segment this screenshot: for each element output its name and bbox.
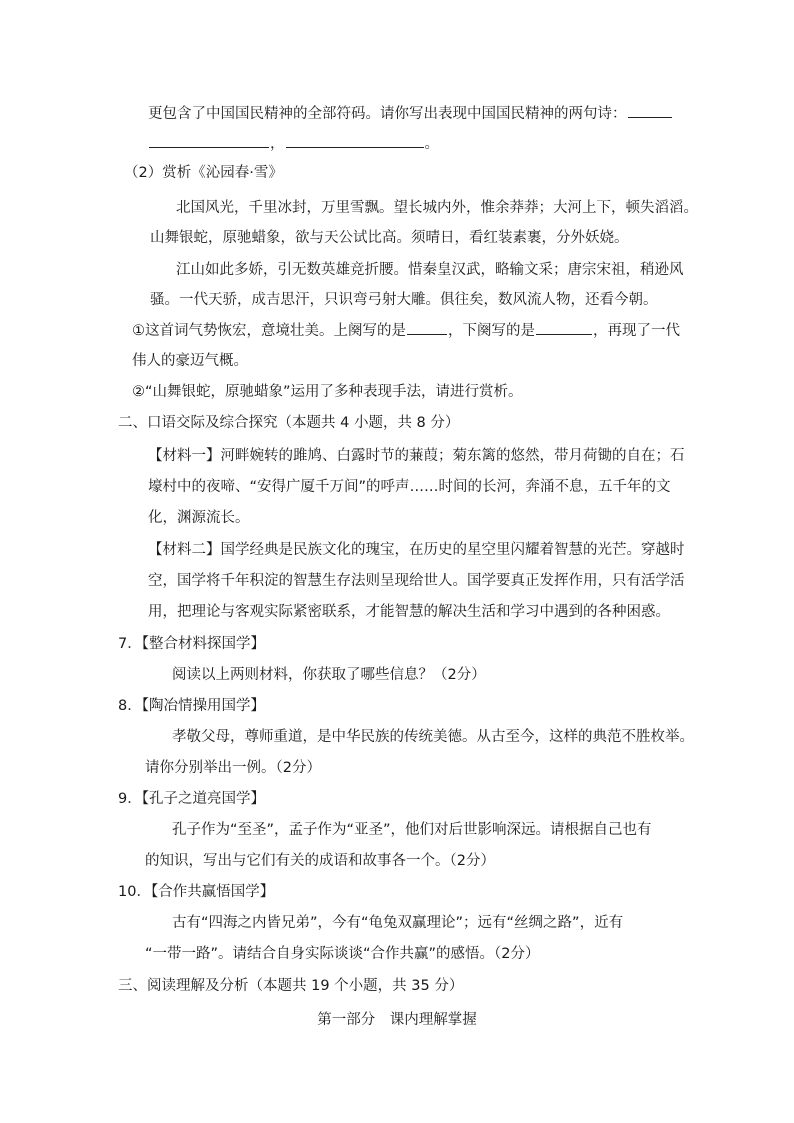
end-mark: 。 [424, 136, 439, 152]
sub1-part-b: ，下阕写的是 [448, 323, 535, 339]
answer-blank [286, 133, 424, 148]
q10-title: 10．【合作共赢悟国学】 [118, 884, 275, 900]
poem-line: 北国风光，千里冰封，万里雪飘。望长城内外，惟余莽莽；大河上下，顿失滔滔。 [176, 200, 698, 216]
sub1-part-a: ①这首词气势恢宏，意境壮美。上阕写的是 [132, 323, 406, 339]
answer-blank [628, 103, 672, 118]
answer-blank [407, 320, 447, 335]
q9-body-line: 孔子作为“至圣”，孟子作为“亚圣”，他们对后世影响深远。请根据自己也有 [172, 822, 652, 838]
material2-line: 空，国学将千年积淀的智慧生存法则呈现给世人。国学要真正发挥作用，只有活学活 [148, 573, 685, 589]
q7-title: 7．【整合材料探国学】 [118, 636, 265, 652]
sub1-part-c: ，再现了一代 [593, 323, 680, 339]
q2-sub1 [132, 320, 680, 341]
section2-title: 二、口语交际及综合探究（本题共 4 小题，共 8 分） [118, 415, 460, 431]
intro-text: 更包含了中国国民精神的全部符码。请你写出表现中国国民精神的两句诗： [148, 106, 627, 122]
answer-blank [149, 133, 269, 148]
material1-line: 【材料一】河畔婉转的雎鸠、白露时节的蒹葭；菊东篱的悠然，带月荷锄的自在；石 [148, 448, 685, 464]
material2-line: 用，把理论与客观实际紧密联系，才能智慧的解决生活和学习中遇到的各种困惑。 [148, 604, 670, 620]
q2-title: （2）赏析《沁园春·雪》 [124, 165, 283, 181]
section3-title: 三、阅读理解及分析（本题共 19 个小题，共 35 分） [118, 978, 464, 994]
q8-title: 8．【陶冶情操用国学】 [118, 698, 265, 714]
poem-line: 骚。一代天骄，成吉思汗，只识弯弓射大雕。俱往矣，数风流人物，还看今朝。 [150, 292, 658, 308]
poem-line: 山舞银蛇，原驰蜡象，欲与天公试比高。须晴日，看红装素裹，分外妖娆。 [150, 230, 629, 246]
material1-line: 化，渊源流长。 [148, 510, 250, 526]
q8-body-line: 请你分别举出一例。（2分） [145, 760, 321, 776]
poem-line: 江山如此多娇，引无数英雄竞折腰。惜秦皇汉武，略输文采；唐宗宋祖，稍逊风 [176, 262, 684, 278]
q2-sub1-cont: 伟人的豪迈气概。 [132, 353, 248, 369]
answer-blank [536, 320, 592, 335]
q10-body-line: “一带一路”。请结合自身实际谈谈“合作共赢”的感悟。（2分） [145, 946, 540, 962]
part1-heading: 第一部分 课内理解掌握 [317, 1012, 477, 1028]
q9-body-line: 的知识，写出与它们有关的成语和故事各一个。（2分） [145, 853, 495, 869]
intro-line-1 [148, 103, 673, 124]
q7-body: 阅读以上两则材料，你获取了哪些信息？（2分） [172, 667, 486, 683]
q9-title: 9．【孔子之道亮国学】 [118, 791, 265, 807]
q8-body-line: 孝敬父母，尊师重道，是中华民族的传统美德。从古至今，这样的典范不胜枚举。 [172, 729, 694, 745]
material1-line: 壕村中的夜啼、“安得广厦千万间”的呼声……时间的长河，奔涌不息，五千年的文 [148, 479, 671, 495]
intro-line-2 [148, 133, 439, 154]
material2-line: 【材料二】国学经典是民族文化的瑰宝，在历史的星空里闪耀着智慧的光芒。穿越时 [148, 542, 685, 558]
q10-body-line: 古有“四海之内皆兄弟”，今有“龟兔双赢理论”；远有“丝绸之路”，近有 [172, 915, 624, 931]
q2-sub2: ②“山舞银蛇，原驰蜡象”运用了多种表现手法，请进行赏析。 [132, 384, 523, 400]
separator: ， [270, 136, 285, 152]
